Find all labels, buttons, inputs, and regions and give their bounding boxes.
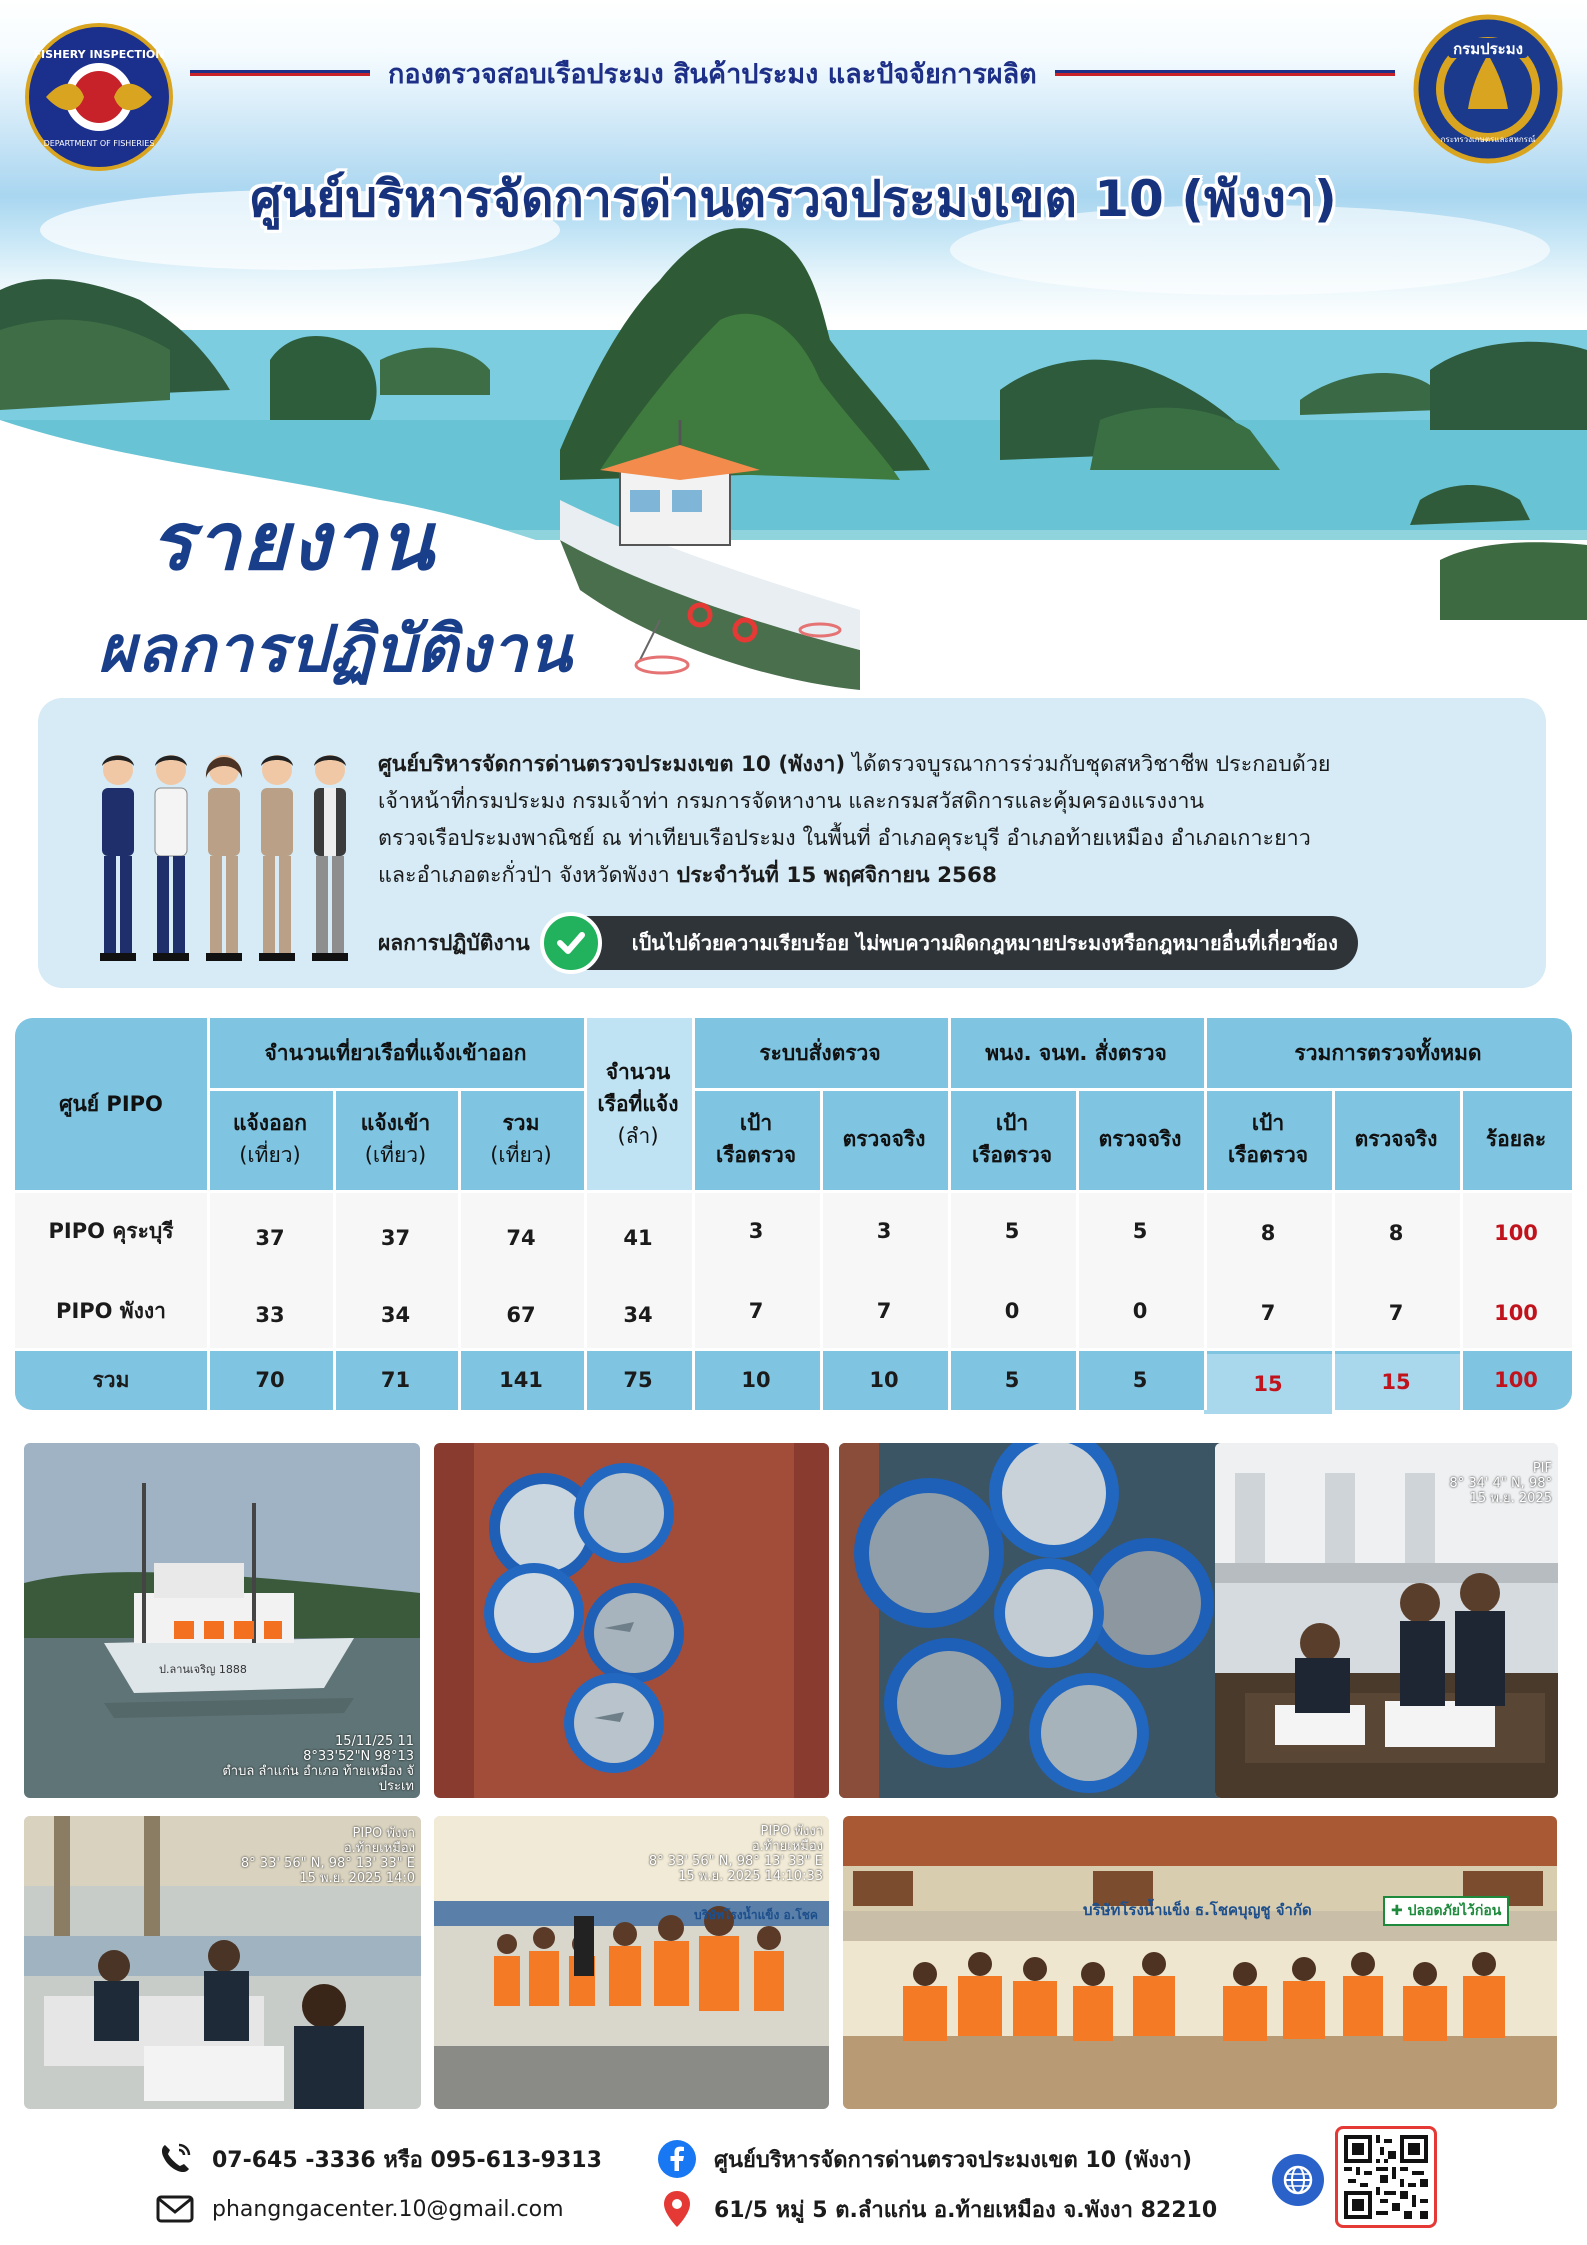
photo-7-safety-sign: ✚ ปลอดภัยไว้ก่อน [1383, 1896, 1509, 1926]
th-in: แจ้งเข้า (เที่ยว) [333, 1088, 458, 1190]
table-cell: 0 [1004, 1299, 1020, 1323]
result-row [378, 916, 1358, 970]
th-officer-group: พนง. จนท. สั่งตรวจ [948, 1018, 1204, 1088]
svg-text:กระทรวงเกษตรและสหกรณ์: กระทรวงเกษตรและสหกรณ์ [1440, 135, 1536, 144]
table-cell: 71 [380, 1368, 411, 1392]
org-name: ศูนย์บริหารจัดการด่านตรวจประมงเขต 10 (พังงา) [378, 752, 846, 777]
photo-officers-inspecting [1215, 1443, 1558, 1798]
grid-line [207, 1018, 210, 1410]
summary-line-4: และอำเภอตะกั่วป่า จังหวัดพังงา [378, 863, 677, 888]
th-trips-group: จำนวนเที่ยวเรือที่แจ้งเข้าออก [207, 1018, 584, 1088]
th-sum: รวม (เที่ยว) [458, 1088, 584, 1190]
th-off-target: เป้า เรือตรวจ [948, 1088, 1076, 1190]
table-cell: 15 [1332, 1354, 1460, 1410]
photo-5-timestamp: PIPO พังงา อ.ท้ายเหมือง 8° 33' 56" N, 98° 13' 33" E 15 พ.ย. 2025 14:0 [240, 1826, 415, 1886]
footer-facebook[interactable]: ศูนย์บริหารจัดการด่านตรวจประมงเขต 10 (พังงา) [656, 2138, 1192, 2180]
table-cell: 34 [380, 1303, 411, 1327]
th-center: ศูนย์ PIPO [15, 1018, 207, 1190]
phone-icon [154, 2138, 196, 2180]
th-sys-actual: ตรวจจริง [820, 1088, 948, 1190]
result-label: ผลการปฏิบัติงาน [378, 930, 530, 955]
grid-line [584, 1018, 587, 1410]
photo-4-timestamp: PIF 8° 34' 4" N, 98° 15 พ.ย. 2025 [1449, 1461, 1552, 1506]
page-title: ศูนย์บริหารจัดการด่านตรวจประมงเขต 10 (พังงา) [250, 170, 1337, 228]
footer-phone[interactable]: 07-645 -3336 หรือ 095-613-9313 [154, 2138, 602, 2180]
photo-fish-catch-2 [839, 1443, 1237, 1798]
photo-fish-catch-1 [434, 1443, 829, 1798]
table-cell: 3 [876, 1219, 892, 1243]
check-icon [540, 912, 602, 974]
table-cell: 34 [623, 1303, 653, 1327]
fishery-inspection-logo [24, 22, 174, 172]
table-cell: 7 [876, 1299, 892, 1323]
grid-line [15, 1348, 1572, 1351]
table-row: PIPO พังงา [56, 1299, 166, 1323]
th-out: แจ้งออก (เที่ยว) [207, 1088, 333, 1190]
plus-icon: ✚ [1391, 1903, 1408, 1919]
summary-line-2: เจ้าหน้าที่กรมประมง กรมเจ้าท่า กรมการจัดหางาน และกรมสวัสดิการและคุ้มครองแรงงาน [378, 789, 1205, 814]
photo-6-timestamp: PIPO พังงา อ.ท้ายเหมือง 8° 33' 56" N, 98° 13' 33" E 15 พ.ย. 2025 14:10:33 [648, 1824, 823, 1884]
table-cell: 41 [623, 1226, 653, 1250]
report-title-line1: รายงาน [150, 494, 436, 588]
photo-1-timestamp: 15/11/25 11 8°33'52"N 98°13 ตำบล ลำแก่น อำเภอ ท้ายเหมือง จั ประเท [222, 1734, 414, 1794]
table-total-row: รวม [92, 1368, 130, 1392]
grid-line [692, 1088, 1572, 1091]
grid-line [820, 1088, 823, 1410]
th-system-group: ระบบสั่งตรวจ [692, 1018, 948, 1088]
department-name: กองตรวจสอบเรือประมง สินค้าประมง และปัจจัยการผลิต [388, 58, 1037, 90]
table-cell: 75 [623, 1368, 653, 1392]
table-cell: 5 [1132, 1368, 1148, 1392]
report-date: ประจำวันที่ 15 พฤศจิกายน 2568 [676, 863, 997, 888]
table-cell: 15 [1204, 1354, 1332, 1414]
table-cell-percent: 100 [1494, 1301, 1538, 1325]
th-off-actual: ตรวจจริง [1076, 1088, 1204, 1190]
table-cell: 10 [741, 1368, 771, 1392]
officer-figure-1 [100, 755, 136, 961]
result-text: เป็นไปด้วยความเรียบร้อย ไม่พบความผิดกฎหมายประมงหรือกฎหมายอื่นที่เกี่ยวข้อง [631, 931, 1338, 955]
facebook-icon [656, 2138, 698, 2180]
table-cell: 70 [255, 1368, 285, 1392]
photo-6-sign: บริษัทโรงน้ำแข็ง อ.โชค [694, 1908, 818, 1922]
officer-figure-2 [153, 755, 189, 961]
summary-line-3: ตรวจเรือประมงพาณิชย์ ณ ท่าเทียบเรือประมง ในพื้นที่ อำเภอคุระบุรี อำเภอท้ายเหมือง อำเภอเกาะยาว [378, 826, 1311, 851]
table-cell: 0 [1132, 1299, 1148, 1323]
location-pin-icon [656, 2188, 698, 2230]
result-badge [544, 916, 1358, 970]
header-rule-right [1055, 70, 1395, 76]
department-header-bar [190, 56, 1395, 90]
photo-7-company-sign: บริษัทโรงน้ำแข็ง ธ.โชคบุญชู จำกัด [1083, 1901, 1312, 1919]
th-tot-actual: ตรวจจริง [1332, 1088, 1460, 1190]
officer-figure-5 [312, 755, 348, 961]
grid-line [15, 1190, 1572, 1193]
summary-text [378, 746, 1518, 894]
mail-icon [154, 2188, 196, 2230]
table-cell-percent: 100 [1494, 1221, 1538, 1245]
svg-text:DEPARTMENT OF FISHERIES: DEPARTMENT OF FISHERIES [43, 139, 155, 148]
table-cell: 7 [748, 1299, 764, 1323]
th-tot-target: เป้า เรือตรวจ [1204, 1088, 1332, 1190]
svg-text:กรมประมง: กรมประมง [1453, 40, 1523, 58]
table-cell: 8 [1388, 1221, 1404, 1245]
svg-text:FISHERY INSPECTION: FISHERY INSPECTION [33, 48, 165, 61]
footer-address: 61/5 หมู่ 5 ต.ลำแก่น อ.ท้ายเหมือง จ.พังงา 82210 [656, 2188, 1217, 2230]
grid-line [207, 1088, 584, 1091]
officer-figure-3 [206, 755, 242, 961]
table-cell: 10 [869, 1368, 899, 1392]
grid-line [1332, 1088, 1335, 1410]
grid-line [1460, 1088, 1463, 1410]
globe-icon[interactable] [1272, 2154, 1324, 2206]
table-cell-percent: 100 [1494, 1368, 1538, 1392]
table-cell: 141 [499, 1368, 543, 1392]
footer-email[interactable]: phangngacenter.10@gmail.com [154, 2188, 564, 2230]
photo-officers-paperwork [24, 1816, 421, 2109]
table-cell: 8 [1260, 1221, 1276, 1245]
table-cell: 5 [1004, 1368, 1020, 1392]
grid-line [458, 1088, 461, 1410]
table-cell: 74 [506, 1226, 536, 1250]
department-of-fisheries-logo [1413, 14, 1563, 164]
th-sys-target: เป้า เรือตรวจ [692, 1088, 820, 1190]
hero-banner [0, 0, 1587, 700]
table-cell: 33 [255, 1303, 285, 1327]
th-total-group: รวมการตรวจทั้งหมด [1204, 1018, 1572, 1088]
table-cell: 37 [255, 1226, 285, 1250]
photo-crew-lineup-1 [434, 1816, 829, 2109]
grid-line [333, 1088, 336, 1410]
grid-line [1076, 1088, 1079, 1410]
table-row: PIPO คุระบุรี [48, 1219, 174, 1243]
table-cell: 37 [380, 1226, 411, 1250]
summary-line-1: ได้ตรวจบูรณาการร่วมกับชุดสหวิชาชีพ ประกอบด้วย [845, 752, 1331, 777]
table-cell: 7 [1388, 1301, 1404, 1325]
officers-illustration [88, 748, 358, 968]
th-percent: ร้อยละ [1460, 1088, 1572, 1190]
table-cell: 5 [1004, 1219, 1020, 1243]
photo-fishing-boat [24, 1443, 420, 1798]
header-rule-left [190, 70, 370, 76]
table-cell: 7 [1260, 1301, 1276, 1325]
summary-panel [38, 698, 1546, 988]
inspection-table [15, 1018, 1572, 1410]
grid-line [948, 1018, 951, 1410]
grid-line [1204, 1018, 1207, 1410]
officer-figure-4 [259, 755, 295, 961]
photo-crew-lineup-2 [843, 1816, 1557, 2109]
grid-line [692, 1018, 695, 1410]
table-cell: 3 [748, 1219, 764, 1243]
th-boats: จำนวน เรือที่แจ้ง (ลำ) [584, 1018, 692, 1190]
table-cell: 5 [1132, 1219, 1148, 1243]
report-title-line2: ผลการปฏิบัติงาน [98, 612, 573, 687]
qr-code[interactable] [1335, 2126, 1437, 2228]
table-cell: 67 [506, 1303, 536, 1327]
svg-text:ป.ลานเจริญ 1888: ป.ลานเจริญ 1888 [159, 1663, 247, 1676]
